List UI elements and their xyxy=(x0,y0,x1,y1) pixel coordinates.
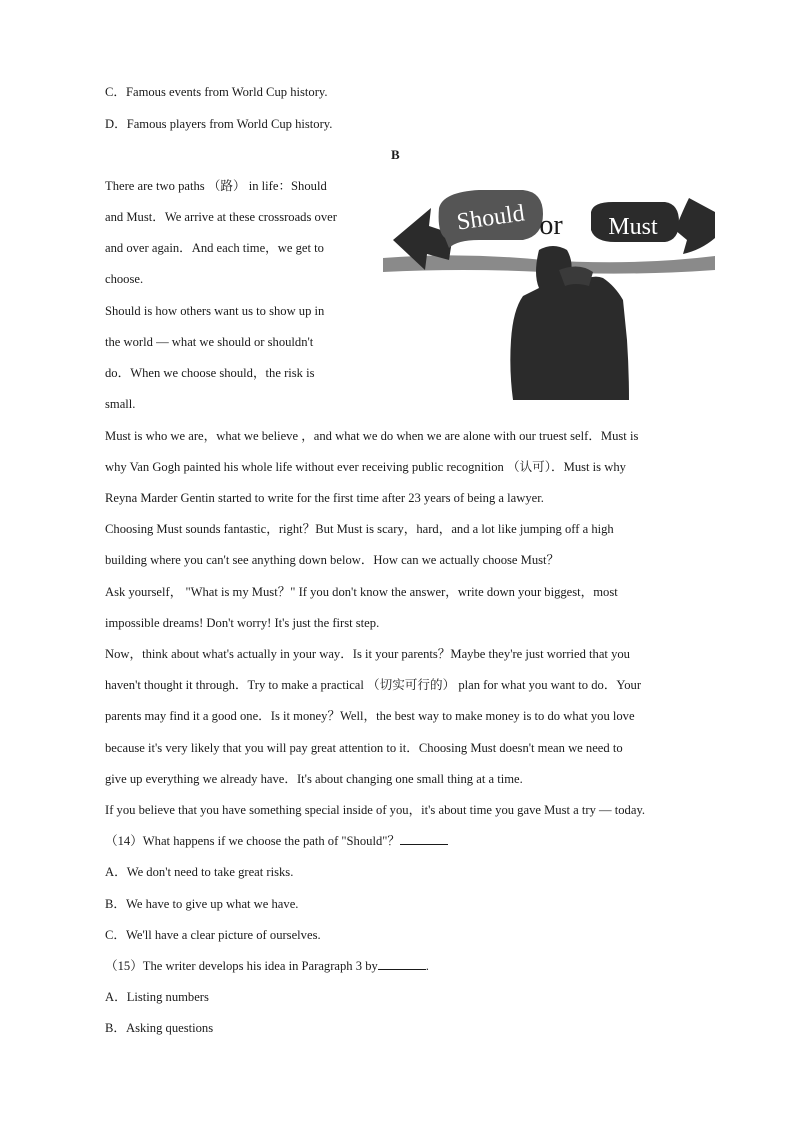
right-arrow-icon xyxy=(675,198,715,254)
body-line: give up everything we already have．It's about changing one small thing at a time. xyxy=(105,772,523,786)
body-line: Ask yourself， "What is my Must？" If you don't know the answer，write down your biggest，most xyxy=(105,585,618,599)
question-14-option-b: B．We have to give up what we have. xyxy=(105,897,299,911)
question-14-stem xyxy=(105,833,448,849)
or-word: or xyxy=(539,210,563,241)
body-line: Must is who we are，what we believe ，and what we do when we are alone with our truest self．Must is xyxy=(105,429,639,443)
should-label: Should xyxy=(455,200,527,236)
body-line: impossible dreams! Don't worry! It's just the first step. xyxy=(105,616,380,630)
intro-line: small. xyxy=(105,397,136,411)
option-d-prev: D．Famous players from World Cup history. xyxy=(105,117,333,131)
should-or-must-illustration xyxy=(383,190,715,400)
intro-line: do．When we choose should，the risk is xyxy=(105,366,315,380)
question-14-option-c: C．We'll have a clear picture of ourselves. xyxy=(105,928,321,942)
body-line: why Van Gogh painted his whole life without ever receiving public recognition （认可）．Must is why xyxy=(105,460,626,474)
body-line: Reyna Marder Gentin started to write for the first time after 23 years of being a lawyer. xyxy=(105,491,544,505)
option-c-prev: C．Famous events from World Cup history. xyxy=(105,85,328,99)
intro-line: Should is how others want us to show up in xyxy=(105,304,325,318)
question-15-option-b: B．Asking questions xyxy=(105,1021,214,1035)
intro-line: and Must．We arrive at these crossroads over xyxy=(105,210,337,224)
body-line: haven't thought it through．Try to make a practical （切实可行的） plan for what you want to do．Your xyxy=(105,678,642,692)
answer-blank[interactable] xyxy=(400,833,448,845)
question-15-stem xyxy=(105,958,429,974)
intro-line: There are two paths （路） in life：Should xyxy=(105,179,327,193)
person-hand xyxy=(559,266,593,286)
body-line: parents may find it a good one．Is it money？Well，the best way to make money is to do what you love xyxy=(105,709,635,723)
question-15-period: . xyxy=(425,959,429,973)
question-14-option-a: A．We don't need to take great risks. xyxy=(105,865,294,879)
body-line: Now，think about what's actually in your way．Is it your parents？Maybe they're just worried that you xyxy=(105,647,630,661)
question-14-text: （14）What happens if we choose the path of "Should"？ xyxy=(105,834,400,848)
intro-line: and over again．And each time，we get to xyxy=(105,241,324,255)
must-label: Must xyxy=(608,214,658,240)
body-line: because it's very likely that you will pay great attention to it．Choosing Must doesn't mean we need to xyxy=(105,741,623,755)
body-line: If you believe that you have something special inside of you，it's about time you gave Must a try — today. xyxy=(105,803,646,817)
intro-line: choose. xyxy=(105,272,144,286)
intro-line: the world — what we should or shouldn't xyxy=(105,335,314,349)
question-15-text: （15）The writer develops his idea in Paragraph 3 by xyxy=(105,959,378,973)
question-15-option-a: A．Listing numbers xyxy=(105,990,209,1004)
section-label: B xyxy=(391,147,400,162)
body-line: building where you can't see anything down below．How can we actually choose Must？ xyxy=(105,553,560,567)
answer-blank[interactable] xyxy=(378,958,426,970)
body-line: Choosing Must sounds fantastic，right？But Must is scary，hard，and a lot like jumping off a high xyxy=(105,522,614,536)
